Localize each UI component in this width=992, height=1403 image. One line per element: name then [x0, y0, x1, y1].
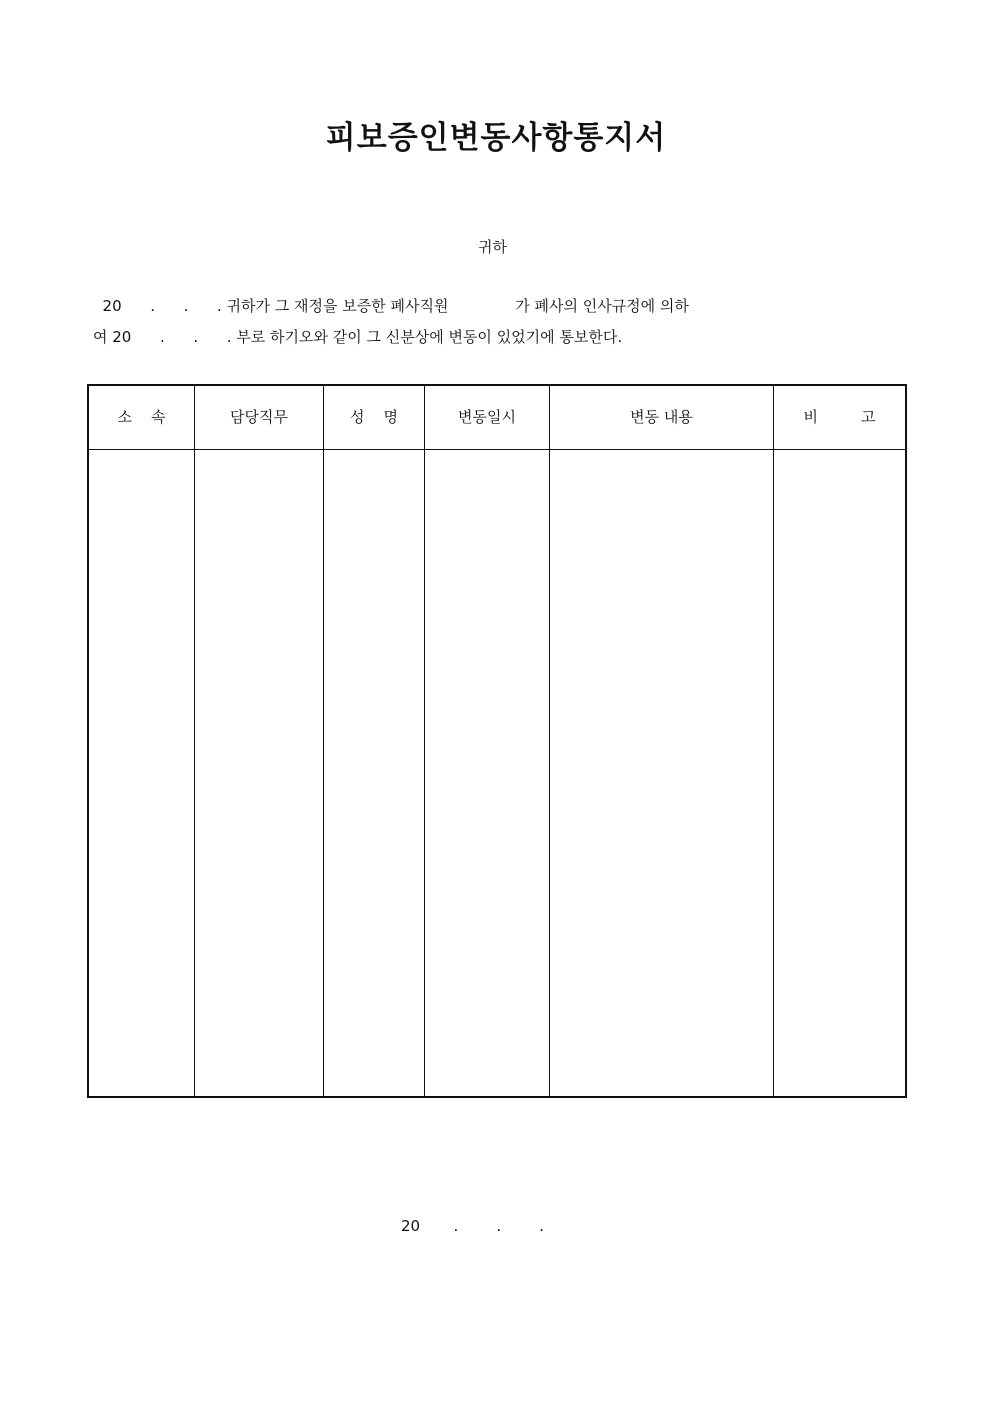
header-duty: 담당직무 [230, 408, 288, 426]
remarks-cell[interactable] [774, 450, 905, 1096]
body-text-line-1: 20 . . . 귀하가 그 재정을 보증한 폐사직원 가 폐사의 인사규정에 의하 [93, 297, 689, 315]
change-date-cell[interactable] [425, 450, 549, 1096]
document-title: 피보증인변동사항통지서 [325, 120, 667, 156]
header-change-details: 변동 내용 [630, 408, 693, 426]
addressee-label: 귀하 [478, 238, 507, 256]
header-change-date: 변동일시 [458, 408, 516, 426]
header-department: 소 속 [117, 408, 166, 426]
footer-date: 20 . . . [401, 1217, 545, 1235]
header-remarks: 비 고 [803, 408, 876, 426]
name-cell[interactable] [324, 450, 424, 1096]
duty-cell[interactable] [195, 450, 323, 1096]
body-text-line-2: 여 20 . . . 부로 하기오와 같이 그 신분상에 변동이 있었기에 통보한다. [93, 328, 623, 346]
change-details-cell[interactable] [550, 450, 773, 1096]
change-details-table [87, 384, 907, 1098]
header-name: 성 명 [349, 408, 399, 426]
department-cell[interactable] [89, 450, 194, 1096]
